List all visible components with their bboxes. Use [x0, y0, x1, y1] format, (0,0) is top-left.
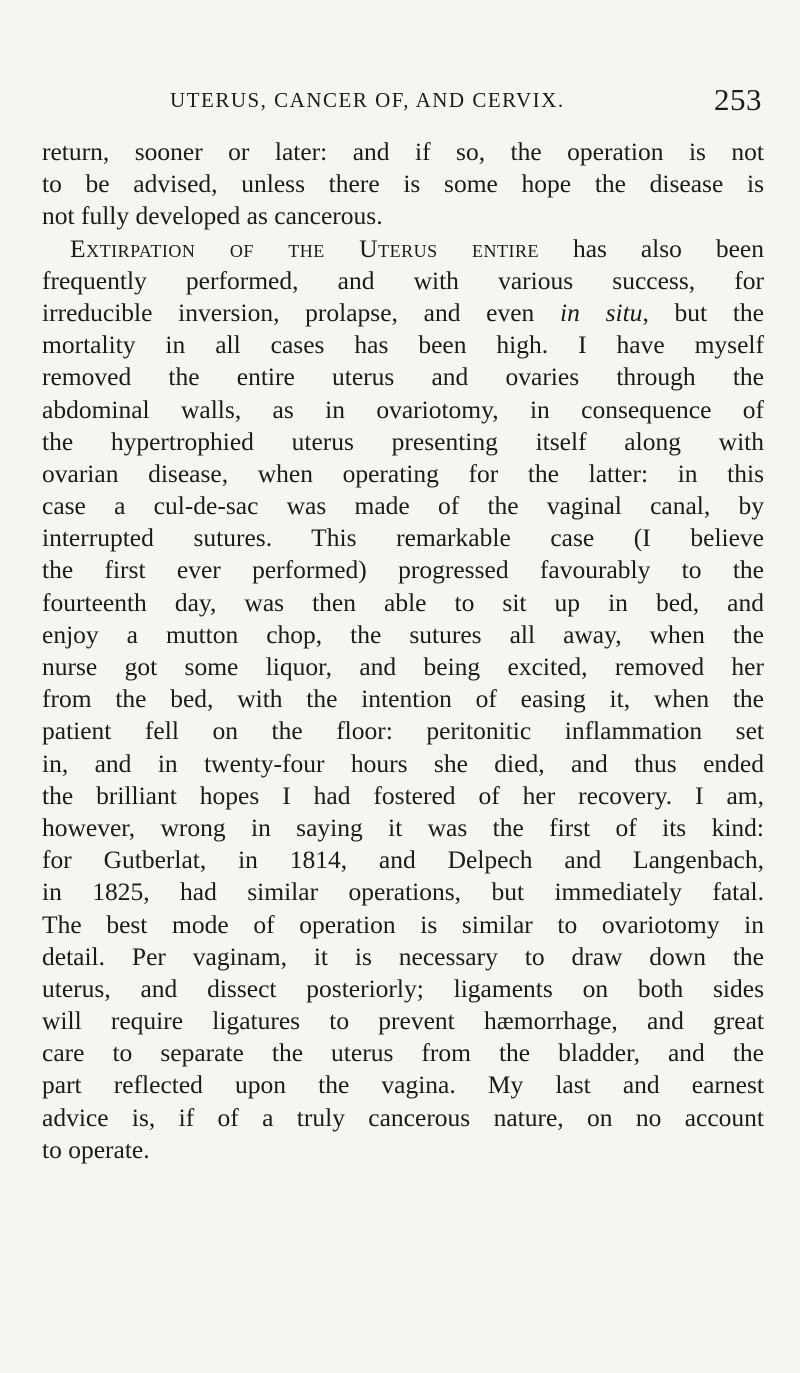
text-line: will require ligatures to prevent hæmorrhage, and great — [42, 1006, 764, 1036]
section-heading-smallcaps: Extirpation of the Uterus entire — [70, 233, 540, 263]
text-line: uterus, and dissect posteriorly; ligaments on both sides — [42, 973, 764, 1003]
text-fragment: , but the — [642, 297, 764, 327]
text-line: to be advised, unless there is some hope the disease is — [42, 169, 764, 199]
running-header — [42, 82, 762, 118]
text-line: the brilliant hopes I had fostered of her recovery. I am, — [42, 780, 764, 810]
text-line: from the bed, with the intention of easing it, when the — [42, 684, 764, 714]
text-line: not fully developed as cancerous. — [42, 201, 383, 231]
text-line — [42, 233, 764, 265]
text-line: nurse got some liquor, and being excited, removed her — [42, 652, 764, 681]
text-fragment: irreducible inversion, prolapse, and even — [42, 297, 561, 327]
text-line: mortality in all cases has been high. I have myself — [42, 330, 764, 360]
text-line: for Gutberlat, in 1814, and Delpech and Langenbach, — [42, 845, 764, 875]
text-line: The best mode of operation is similar to ovariotomy in — [42, 909, 764, 939]
text-line: the first ever performed) progressed favourably to the — [42, 555, 764, 585]
text-line: frequently performed, and with various success, for — [42, 265, 764, 295]
page-number: 253 — [714, 82, 762, 117]
text-line: fourteenth day, was then able to sit up in bed, and — [42, 587, 764, 617]
running-title: UTERUS, CANCER OF, AND CERVIX. — [170, 88, 565, 112]
text-line: the hypertrophied uterus presenting itself along with — [42, 426, 764, 456]
text-line: in, and in twenty-four hours she died, and thus ended — [42, 748, 764, 778]
text-line: advice is, if of a truly cancerous nature, on no account — [42, 1102, 764, 1132]
text-line: ovarian disease, when operating for the latter: in this — [42, 458, 764, 488]
text-line: patient fell on the floor: peritonitic inflammation set — [42, 716, 764, 746]
text-line — [42, 297, 764, 329]
text-line: care to separate the uterus from the bladder, and the — [42, 1038, 764, 1068]
text-line: case a cul-de-sac was made of the vaginal canal, by — [42, 491, 764, 521]
text-line: to operate. — [42, 1134, 150, 1164]
text-line: removed the entire uterus and ovaries through the — [42, 362, 764, 392]
italic-phrase: in situ — [560, 297, 643, 327]
text-line: in 1825, had similar operations, but immediately fatal. — [42, 877, 764, 907]
text-line: interrupted sutures. This remarkable case (I believe — [42, 523, 764, 553]
text-line: return, sooner or later: and if so, the operation is not — [42, 137, 764, 166]
body-text — [42, 136, 764, 1166]
text-line: however, wrong in saying it was the first of its kind: — [42, 812, 764, 842]
text-line: abdominal walls, as in ovariotomy, in consequence of — [42, 394, 764, 424]
text-line: part reflected upon the vagina. My last and earnest — [42, 1070, 764, 1100]
text-fragment: has also been — [539, 233, 764, 263]
text-line: detail. Per vaginam, it is necessary to draw down the — [42, 941, 764, 971]
text-line: enjoy a mutton chop, the sutures all away, when the — [42, 619, 764, 649]
